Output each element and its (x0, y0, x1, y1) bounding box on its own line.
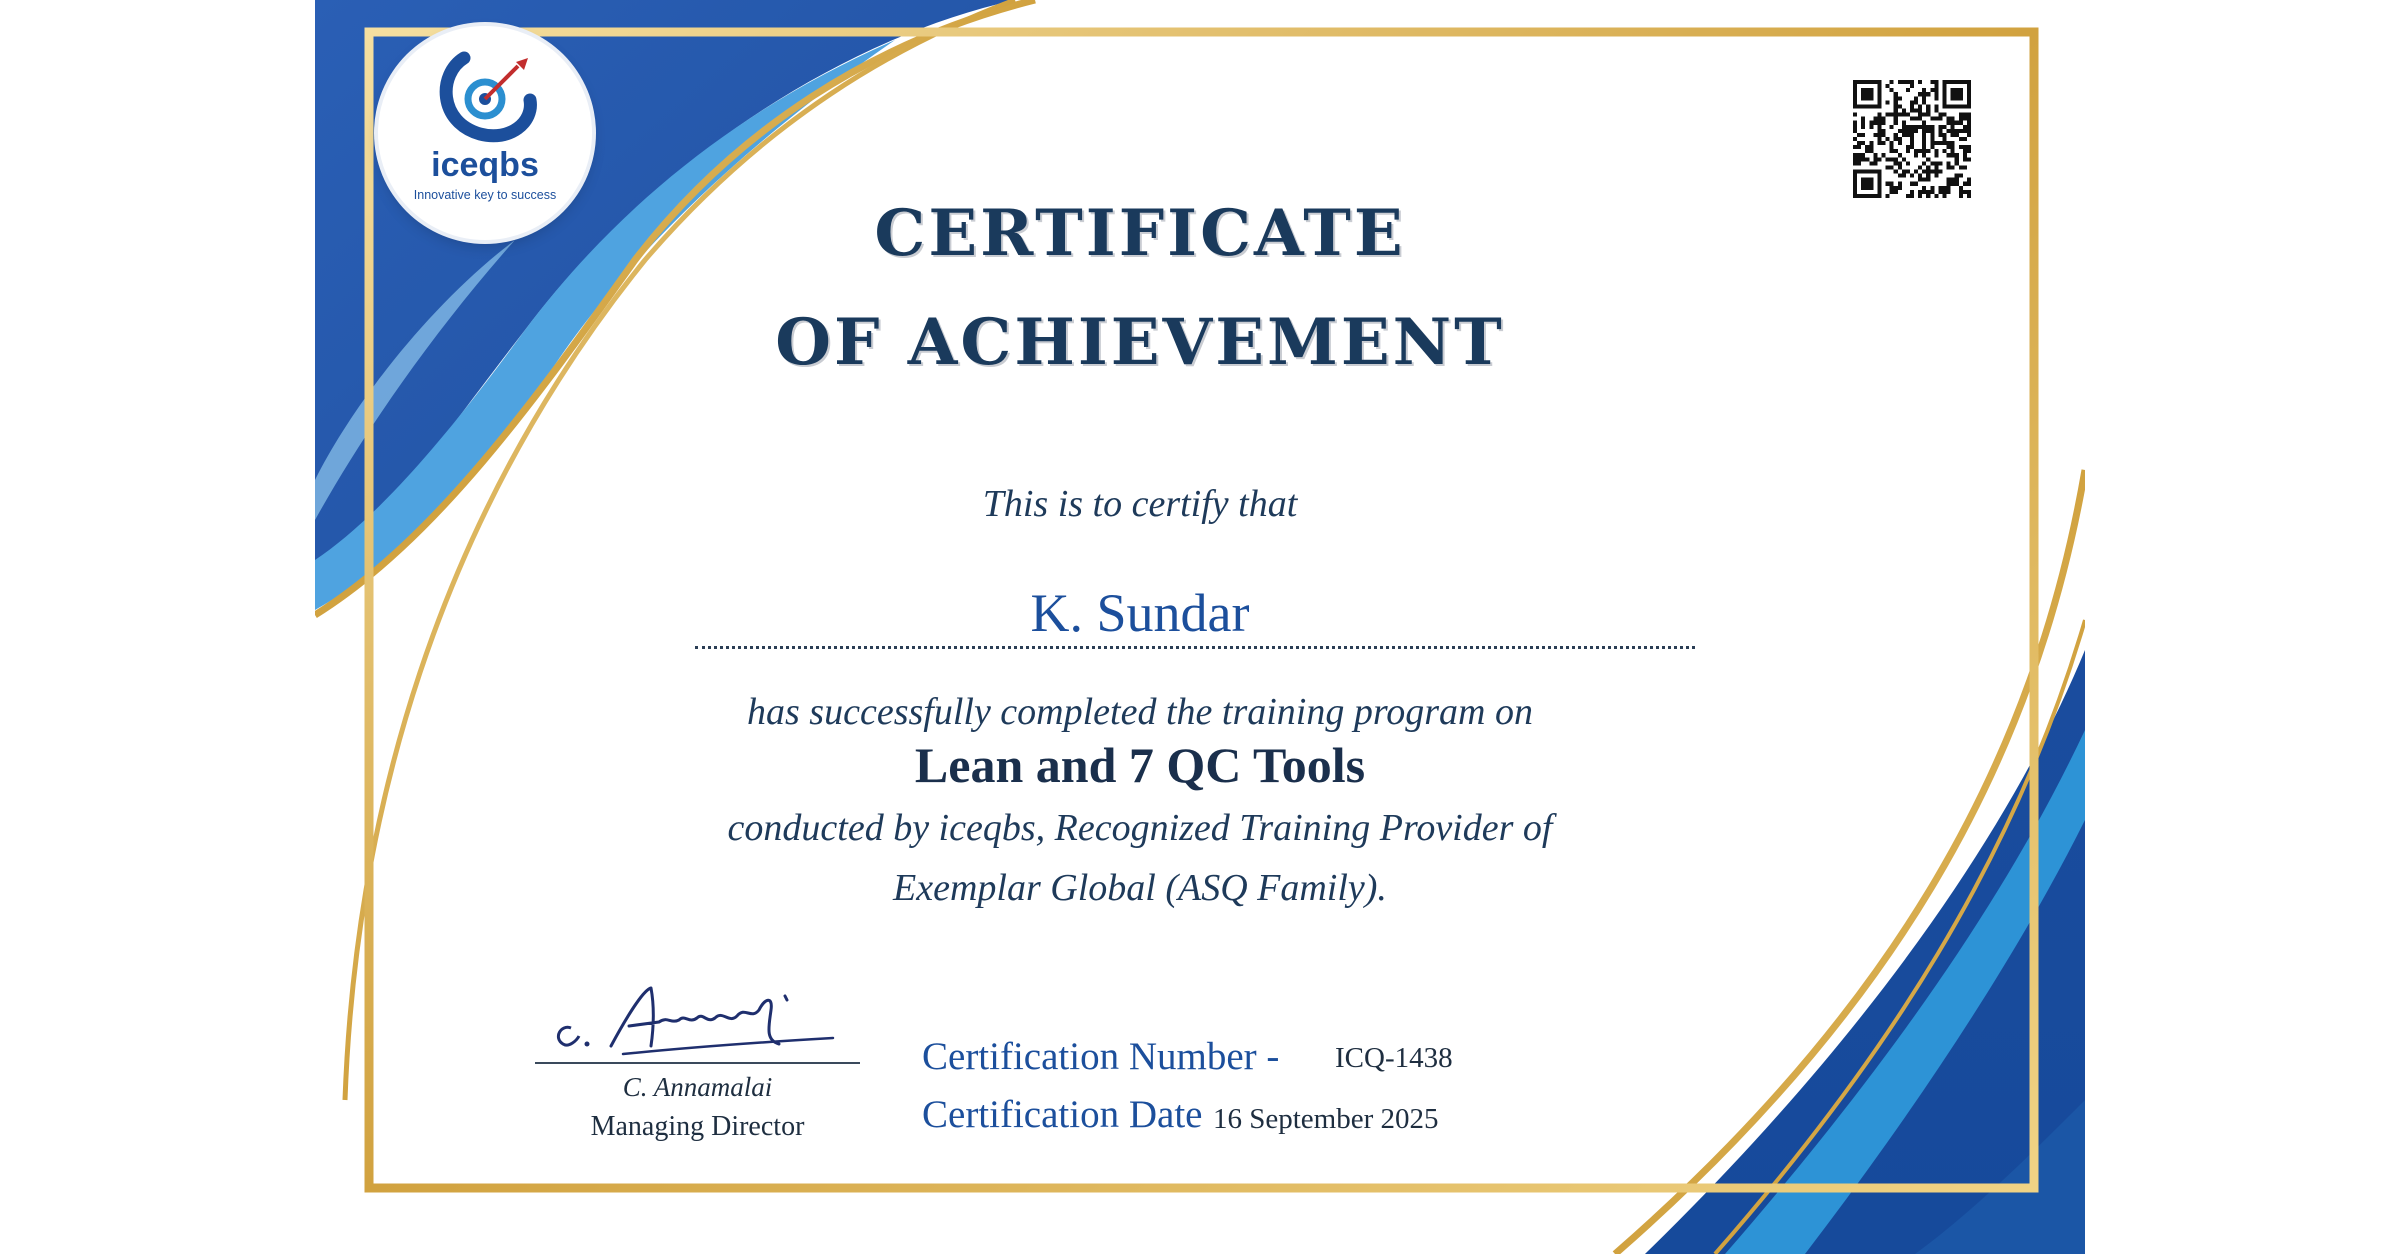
signatory-name: C. Annamalai (622, 1072, 773, 1102)
signature-line (535, 1062, 860, 1064)
certify-intro: This is to certify that (982, 483, 1298, 525)
provider-statement-line-1: conducted by iceqbs, Recognized Training Provider of (727, 807, 1553, 849)
completion-statement: has successfully completed the training program on (747, 691, 1533, 733)
certification-date-value: 16 September 2025 (1213, 1103, 1439, 1135)
certificate-title-line-2: OF ACHIEVEMENT (775, 305, 1505, 380)
logo (378, 26, 592, 240)
certification-date-label: Certification Date (922, 1093, 1203, 1136)
dart-target-icon (430, 44, 540, 149)
logo-name: iceqbs (431, 146, 539, 184)
logo-tagline: Innovative key to success (413, 188, 557, 202)
signature (533, 980, 853, 1065)
provider-statement-line-2: Exemplar Global (ASQ Family). (893, 867, 1387, 909)
certificate-title-line-1: CERTIFICATE (874, 196, 1406, 271)
recipient-name: K. Sundar (1030, 583, 1250, 643)
signatory-title: Managing Director (590, 1111, 805, 1142)
program-name: Lean and 7 QC Tools (914, 737, 1366, 793)
certification-number-label: Certification Number - (922, 1035, 1280, 1078)
qr-code-icon (1853, 80, 1971, 198)
certification-number-value: ICQ-1438 (1335, 1042, 1453, 1074)
certificate (315, 0, 2085, 1254)
name-underline (695, 646, 1695, 649)
